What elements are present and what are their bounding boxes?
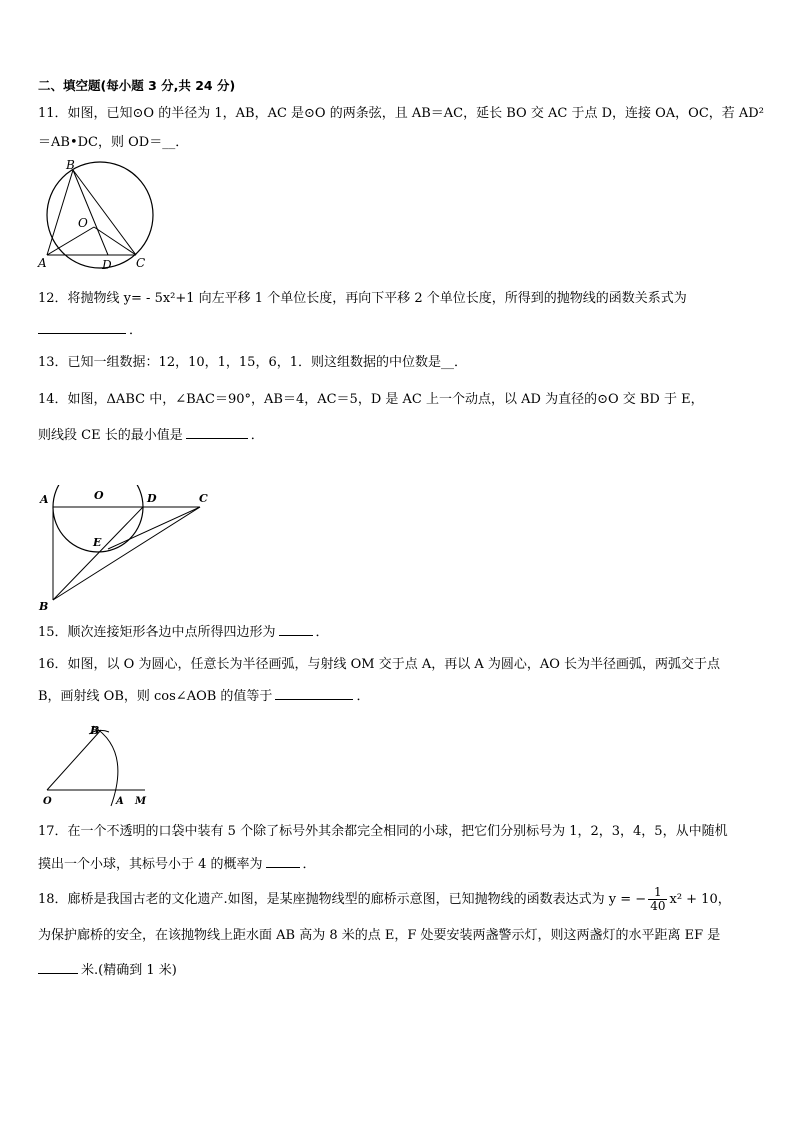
q17-text-line2 — [38, 854, 758, 875]
q16-text-line1: 16．如图，以 O 为圆心，任意长为半径画弧，与射线 OM 交于点 A，再以 A 为圆心，AO 长为半径画弧，两弧交于点 — [38, 657, 721, 672]
q17-text-line1: 17．在一个不透明的口袋中装有 5 个除了标号外其余都完全相同的小球，把它们分别标号为 1，2，3，4，5，从中随机 — [38, 824, 728, 839]
q14-suffix: ． — [250, 428, 264, 443]
q17-answer-blank — [266, 854, 300, 868]
q18-fraction — [648, 886, 667, 913]
q16-arc-figure — [35, 720, 160, 810]
q16-text-line2 — [38, 686, 758, 707]
q11-seg-bd — [73, 170, 108, 255]
q14-label-c: C — [199, 492, 208, 505]
q11-circle — [47, 162, 153, 268]
q11-text-line1: 11．如图，已知⊙O 的半径为 1，AB，AC 是⊙O 的两条弦，且 AB＝AC，延长 BO 交 AC 于点 D，连接 OA，OC，若 AD² — [38, 106, 764, 121]
q16-ray-ob — [47, 730, 101, 790]
q15-answer-blank — [279, 622, 313, 636]
q11-text-line2: ＝AB•DC，则 OD＝__． — [38, 135, 189, 150]
q14-triangle-figure — [35, 485, 215, 615]
q16-label-m: M — [135, 796, 147, 807]
q14-text-line1: 14．如图，ΔABC 中，∠BAC＝90°，AB＝4，AC＝5，D 是 AC 上一个动点，以 AD 为直径的⊙O 交 BD 于 E， — [38, 392, 704, 407]
q14-seg-bc — [53, 507, 200, 600]
q11-label-c: C — [136, 256, 146, 270]
q14-label-o: O — [94, 489, 104, 502]
q16-label-a: A — [116, 796, 124, 807]
q17-suffix: ． — [302, 857, 316, 872]
q15-text — [38, 622, 758, 643]
q14-label-b: B — [39, 600, 49, 613]
q12-text-line2 — [38, 320, 758, 341]
q14-answer-blank — [186, 425, 248, 439]
q11-seg-bc — [73, 170, 136, 255]
q14-prefix: 则线段 CE 长的最小值是 — [38, 428, 183, 443]
q15-prefix: 15．顺次连接矩形各边中点所得四边形为 — [38, 625, 276, 640]
q11-seg-oc — [94, 227, 136, 255]
q11-label-d: D — [102, 258, 112, 272]
q15-suffix: ． — [315, 625, 329, 640]
q14-label-d: D — [147, 492, 157, 505]
q18-frac-den: 40 — [650, 899, 666, 913]
q11-circle-figure — [30, 155, 160, 275]
q14-label-e: E — [93, 536, 102, 549]
q18-prefix: 18．廊桥是我国古老的文化遗产.如图，是某座抛物线型的廊桥示意图，已知抛物线的函数表达式为 y = − — [38, 892, 647, 907]
q12-tail: ． — [129, 323, 143, 338]
q18-expr-tail: x² + 10， — [669, 892, 731, 907]
q16-label-b: B — [90, 724, 100, 737]
q18-frac-num: 1 — [648, 886, 667, 900]
q14-seg-bd — [53, 507, 143, 600]
q18-text-line2: 为保护廊桥的安全，在该抛物线上距水面 AB 高为 8 米的点 E，F 处要安装两盏警示灯，则这两盏灯的水平距离 EF 是 — [38, 928, 721, 943]
q11-label-b: B — [66, 158, 75, 172]
q12-answer-blank — [38, 320, 126, 334]
q18-answer-blank — [38, 960, 78, 974]
q11-label-a: A — [38, 256, 47, 270]
q18-text-line1 — [38, 886, 758, 913]
q14-text-line2 — [38, 425, 758, 446]
q14-label-a: A — [40, 493, 49, 506]
q16-suffix: ． — [356, 689, 370, 704]
q12-text-line1: 12．将抛物线 y= - 5x²+1 向左平移 1 个单位长度，再向下平移 2 个单位长度，所得到的抛物线的函数关系式为 — [38, 291, 687, 306]
q18-text-line3 — [38, 960, 758, 981]
q13-text: 13．已知一组数据：12，10，1，15，6，1．则这组数据的中位数是__． — [38, 355, 467, 370]
q17-prefix: 摸出一个小球，其标号小于 4 的概率为 — [38, 857, 263, 872]
q16-answer-blank — [275, 686, 353, 700]
q16-label-o: O — [43, 796, 52, 807]
q11-label-o: O — [78, 216, 88, 230]
q16-prefix: B，画射线 OB，则 cos∠AOB 的值等于 — [38, 689, 273, 704]
q18-suffix: 米.(精确到 1 米) — [81, 963, 177, 978]
q16-arc-o-center — [93, 726, 118, 806]
q14-seg-ec — [108, 507, 200, 549]
section-title: 二、填空题(每小题 3 分,共 24 分) — [38, 78, 236, 93]
